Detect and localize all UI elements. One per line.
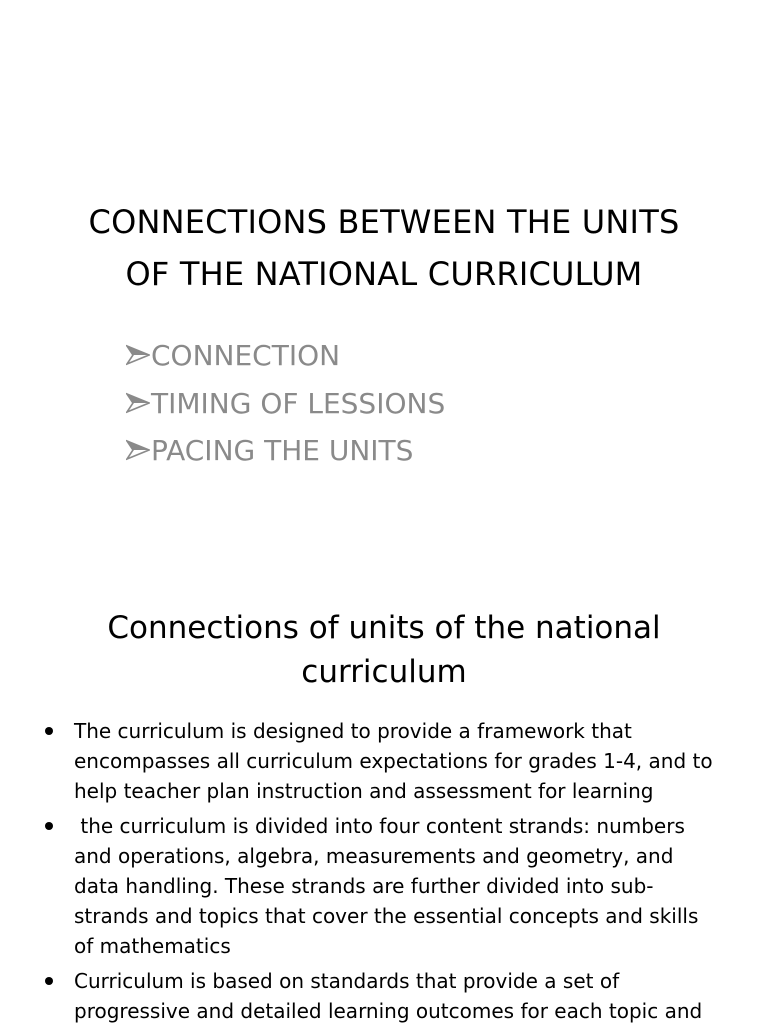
- bullet-dot-icon: [45, 822, 53, 830]
- bullet-item: [40, 811, 730, 961]
- bullet-text: [74, 966, 730, 1024]
- slide-2-title-line: curriculum: [301, 654, 467, 690]
- bullet-line: of mathematics: [74, 934, 231, 958]
- topic-item: [126, 380, 445, 428]
- arrow-bullet-icon: [126, 392, 150, 414]
- bullet-line: strands and topics that cover the essential concepts and skills: [74, 904, 699, 928]
- topic-item-label: TIMING OF LESSIONS: [151, 386, 446, 420]
- bullet-line: progressive and detailed learning outcomes for each topic and: [74, 999, 703, 1023]
- bullet-line: The curriculum is designed to provide a framework that: [74, 719, 632, 743]
- bullet-text: [74, 811, 730, 961]
- slide-1-title: [30, 196, 738, 300]
- bullet-line: data handling. These strands are further divided into sub-: [74, 874, 654, 898]
- slide-2-title-line: Connections of units of the national: [107, 610, 661, 646]
- bullet-line: encompasses all curriculum expectations for grades 1-4, and to: [74, 749, 713, 773]
- slide-1-title-line: CONNECTIONS BETWEEN THE UNITS: [88, 203, 680, 241]
- bullet-text: [74, 716, 730, 806]
- bullet-dot-icon: [45, 977, 53, 985]
- topic-list: [126, 332, 445, 475]
- arrow-bullet-icon: [126, 344, 150, 366]
- bullet-line: the curriculum is divided into four content strands: numbers: [74, 814, 685, 838]
- bullet-dot-icon: [45, 727, 53, 735]
- topic-item: [126, 332, 445, 380]
- topic-item-label: PACING THE UNITS: [151, 434, 414, 467]
- slide-2: [0, 576, 768, 1024]
- topic-item: [126, 427, 445, 475]
- bullet-item: [40, 716, 730, 806]
- bullet-item: [40, 966, 730, 1024]
- topic-item-label: CONNECTION: [151, 339, 341, 372]
- bullet-line: Curriculum is based on standards that provide a set of: [74, 969, 620, 993]
- bullet-list: [40, 716, 730, 1024]
- arrow-bullet-icon: [126, 439, 150, 461]
- slide-2-title: [40, 606, 728, 694]
- bullet-line: help teacher plan instruction and assessment for learning: [74, 779, 654, 803]
- slide-1-title-line: OF THE NATIONAL CURRICULUM: [125, 255, 643, 293]
- bullet-line: and operations, algebra, measurements and geometry, and: [74, 844, 674, 868]
